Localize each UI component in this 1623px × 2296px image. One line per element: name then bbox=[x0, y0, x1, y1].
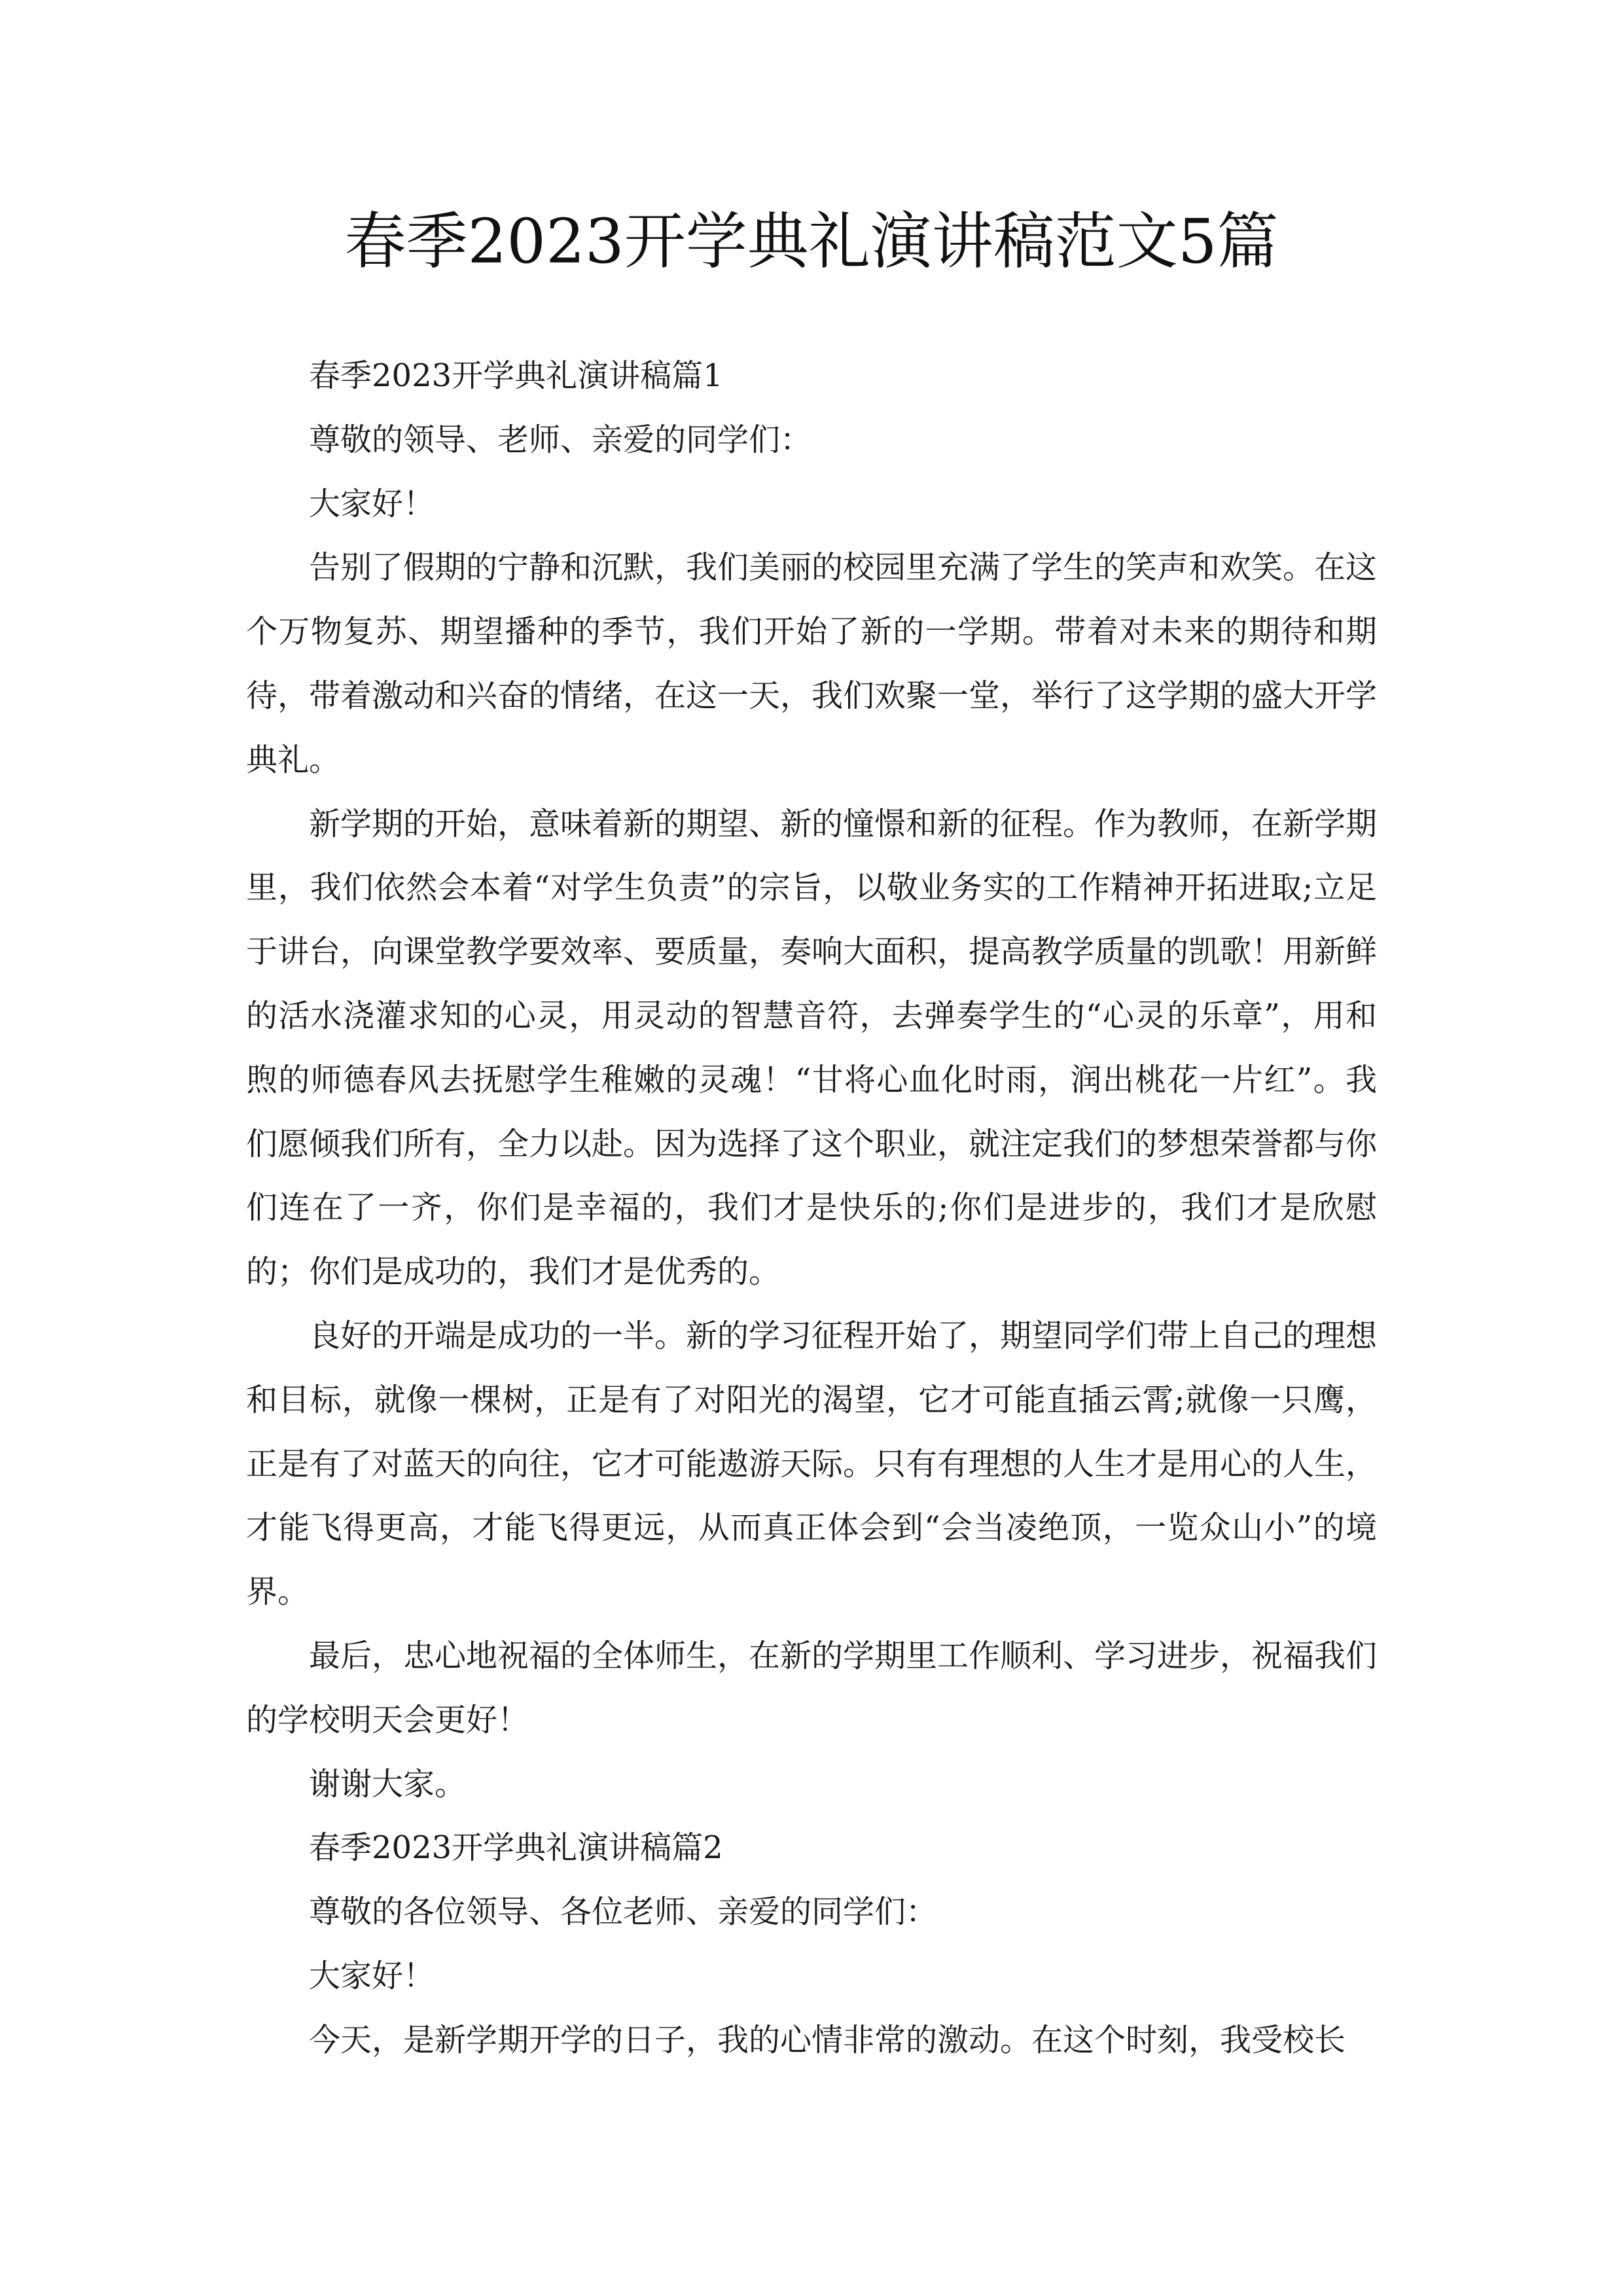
body-paragraph: 良好的开端是成功的一半。新的学习征程开始了，期望同学们带上自己的理想和目标，就像一棵树，正是有了对阳光的渴望，它才可能直插云霄;就像一只鹰，正是有了对蓝天的向往，它才可能遨游天际。只有有理想的人生才是用心的人生，才能飞得更高，才能飞得更远，从而真正体会到“会当凌绝顶，一览众山小”的境界。 bbox=[246, 1317, 1378, 1611]
closing: 谢谢大家。 bbox=[309, 1765, 467, 1803]
section-heading: 春季2023开学典礼演讲稿篇2 bbox=[309, 1829, 723, 1867]
salutation: 尊敬的各位领导、各位老师、亲爱的同学们： bbox=[309, 1893, 938, 1931]
document-body bbox=[246, 344, 1377, 2073]
body-paragraph: 今天，是新学期开学的日子，我的心情非常的激动。在这个时刻，我受校长 bbox=[309, 2021, 1346, 2058]
body-paragraph: 最后，忠心地祝福的全体师生，在新的学期里工作顺利、学习进步，祝福我们的学校明天会更好！ bbox=[246, 1637, 1378, 1738]
body-paragraph: 新学期的开始，意味着新的期望、新的憧憬和新的征程。作为教师，在新学期里，我们依然会本着“对学生负责”的宗旨，以敬业务实的工作精神开拓进取;立足于讲台，向课堂教学要效率、要质量，奏响大面积，提高教学质量的凯歌！用新鲜的活水浇灌求知的心灵，用灵动的智慧音符，去弹奏学生的“心灵的乐章”，用和煦的师德春风去抚慰学生稚嫩的灵魂！“甘将心血化时雨，润出桃花一片红”。我们愿倾我们所有，全力以赴。因为选择了这个职业，就注定我们的梦想荣誉都与你们连在了一齐，你们是幸福的，我们才是快乐的;你们是进步的，我们才是欣慰的；你们是成功的，我们才是优秀的。 bbox=[246, 805, 1378, 1291]
salutation: 尊敬的领导、老师、亲爱的同学们： bbox=[309, 421, 812, 458]
section-heading: 春季2023开学典礼演讲稿篇1 bbox=[309, 357, 723, 394]
greeting: 大家好！ bbox=[309, 1957, 435, 1994]
body-paragraph: 告别了假期的宁静和沉默，我们美丽的校园里充满了学生的笑声和欢笑。在这个万物复苏、期望播种的季节，我们开始了新的一学期。带着对未来的期待和期待，带着激动和兴奋的情绪，在这一天，我们欢聚一堂，举行了这学期的盛大开学典礼。 bbox=[246, 549, 1378, 778]
document-title: 春季2023开学典礼演讲稿范文5篇 bbox=[344, 206, 1279, 278]
greeting: 大家好！ bbox=[309, 485, 435, 522]
